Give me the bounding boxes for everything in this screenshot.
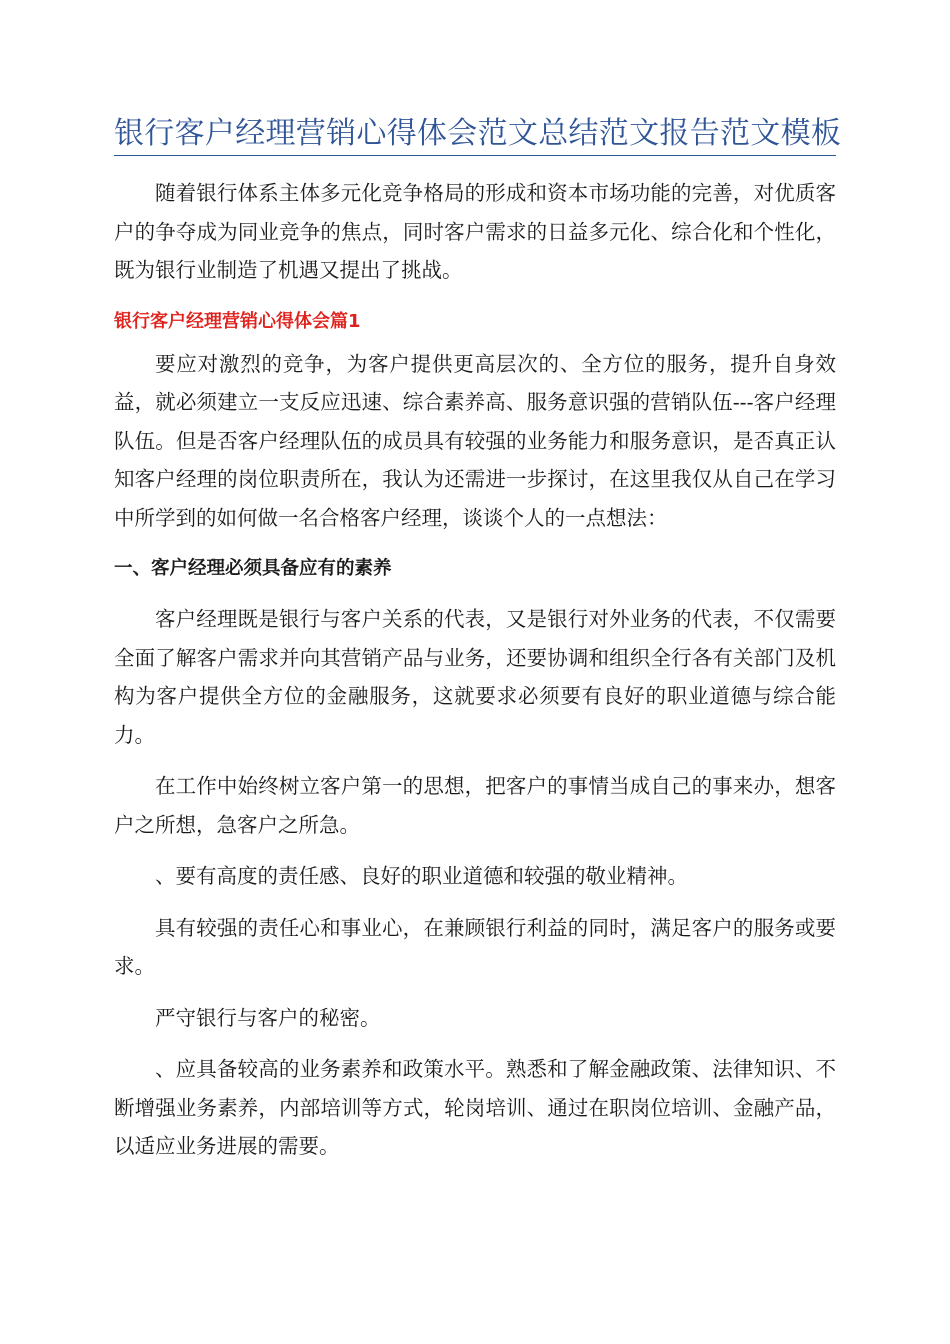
title-underline bbox=[114, 155, 836, 156]
body-paragraph: 在工作中始终树立客户第一的思想，把客户的事情当成自己的事来办，想客户之所想，急客户之所急。 bbox=[114, 774, 836, 837]
body-paragraph: 客户经理既是银行与客户关系的代表，又是银行对外业务的代表，不仅需要全面了解客户需求并向其营销产品与业务，还要协调和组织全行各有关部门及机构为客户提供全方位的金融服务，这就要求必须要有良好的职业道德与综合能力。 bbox=[114, 607, 836, 747]
subheading-qualities: 一、客户经理必须具备应有的素养 bbox=[114, 558, 392, 579]
body-paragraph: 、应具备较高的业务素养和政策水平。熟悉和了解金融政策、法律知识、不断增强业务素养，内部培训等方式，轮岗培训、通过在职岗位培训、金融产品，以适应业务进展的需要。 bbox=[114, 1057, 836, 1158]
intro-paragraph: 随着银行体系主体多元化竞争格局的形成和资本市场功能的完善，对优质客户的争夺成为同业竞争的焦点，同时客户需求的日益多元化、综合化和个性化，既为银行业制造了机遇又提出了挑战。 bbox=[114, 181, 836, 282]
page-title: 银行客户经理营销心得体会范文总结范文报告范文模板 bbox=[114, 116, 842, 151]
section-paragraph: 要应对激烈的竞争，为客户提供更高层次的、全方位的服务，提升自身效益，就必须建立一支反应迅速、综合素养高、服务意识强的营销队伍---客户经理队伍。但是否客户经理队伍的成员具有较强的业务能力和服务意识，是否真正认知客户经理的岗位职责所在，我认为还需进一步探讨，在这里我仅从自己在学习中所学到的如何做一名合格客户经理，谈谈个人的一点想法： bbox=[114, 351, 836, 530]
body-paragraph: 严守银行与客户的秘密。 bbox=[155, 1005, 381, 1030]
document-body bbox=[114, 174, 836, 1179]
body-paragraph: 、要有高度的责任感、良好的职业道德和较强的敬业精神。 bbox=[155, 864, 688, 888]
section-heading: 银行客户经理营销心得体会篇1 bbox=[114, 310, 361, 332]
body-paragraph: 具有较强的责任心和事业心，在兼顾银行利益的同时，满足客户的服务或要求。 bbox=[114, 915, 836, 978]
